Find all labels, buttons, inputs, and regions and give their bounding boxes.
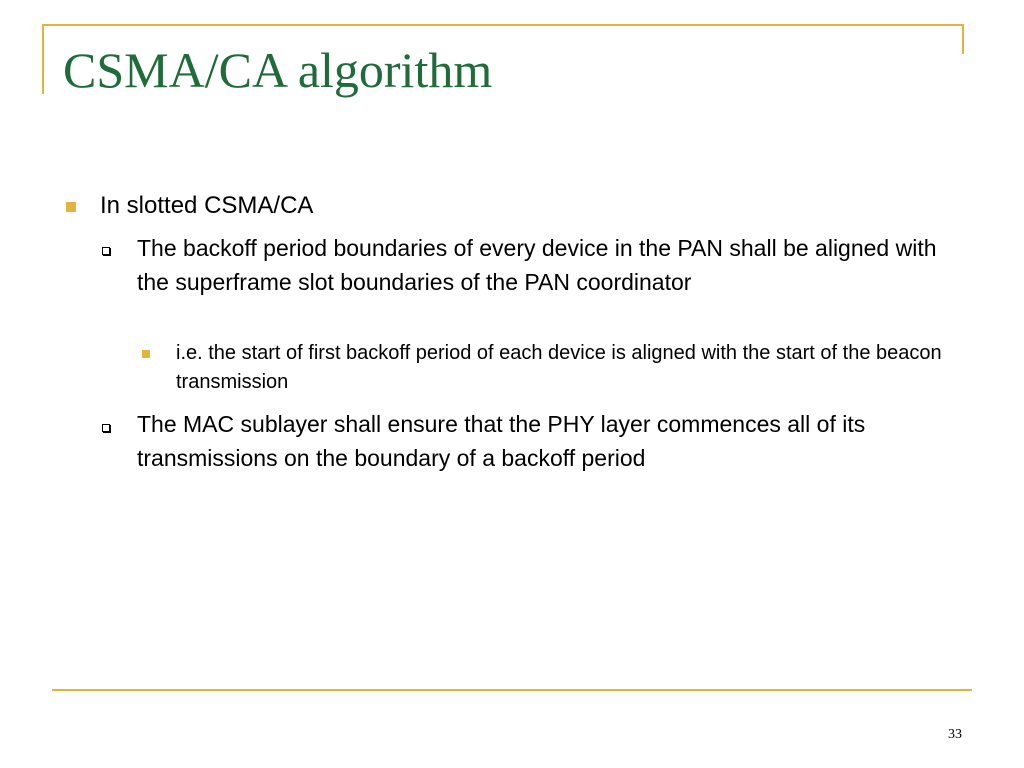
slide-title: CSMA/CA algorithm — [63, 42, 493, 98]
hollow-square-bullet-icon — [102, 424, 110, 432]
bullet-text: The backoff period boundaries of every device in the PAN shall be aligned with the superframe slot boundaries of the PAN coordinator — [137, 235, 937, 295]
square-bullet-icon — [66, 202, 76, 212]
hollow-square-bullet-icon — [102, 247, 110, 255]
square-bullet-icon — [142, 350, 150, 358]
footer-divider — [52, 689, 972, 691]
bullet-text: The MAC sublayer shall ensure that the PHY layer commences all of its transmissions on the boundary of a backoff period — [137, 411, 866, 471]
page-number: 33 — [948, 727, 962, 742]
bullet-text: i.e. the start of first backoff period of each device is aligned with the start of the beacon transmission — [176, 342, 942, 393]
bullet-text: In slotted CSMA/CA — [100, 192, 314, 219]
